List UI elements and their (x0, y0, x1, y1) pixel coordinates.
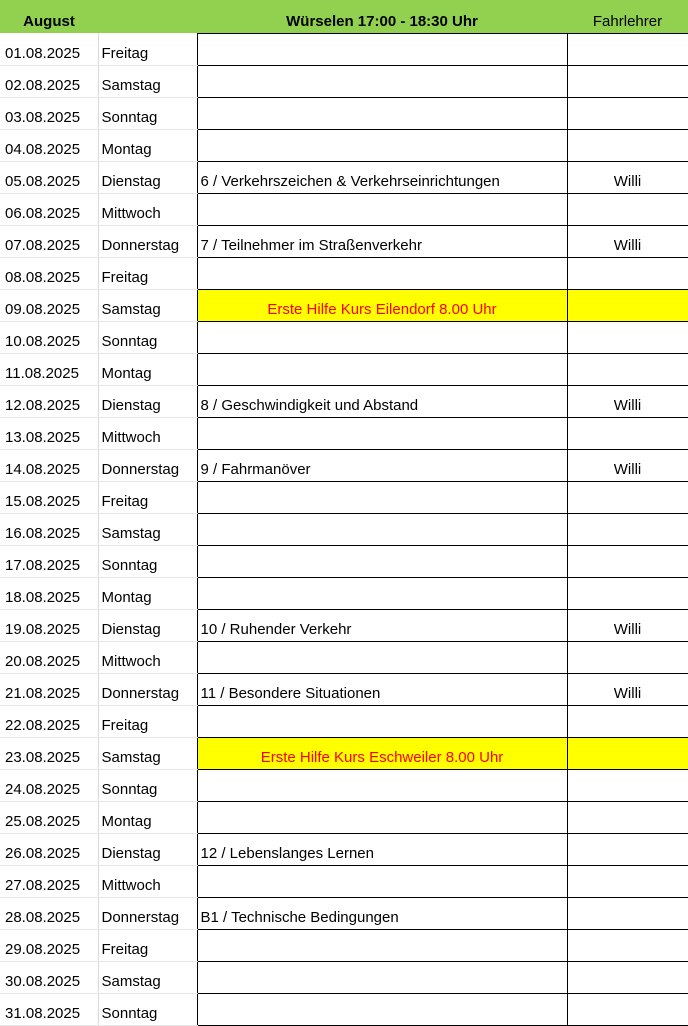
instructor-cell[interactable] (567, 993, 688, 1025)
date-cell[interactable]: 26.08.2025 (0, 833, 98, 865)
weekday-cell[interactable]: Montag (98, 801, 197, 833)
day-heading-empty[interactable] (98, 0, 197, 33)
date-cell[interactable]: 20.08.2025 (0, 641, 98, 673)
lesson-topic-cell[interactable] (197, 33, 567, 65)
location-time-heading[interactable]: Würselen 17:00 - 18:30 Uhr (197, 0, 567, 33)
date-cell[interactable]: 27.08.2025 (0, 865, 98, 897)
lesson-topic-cell[interactable]: 7 / Teilnehmer im Straßenverkehr (197, 225, 567, 257)
schedule-row (0, 385, 688, 417)
lesson-topic-cell[interactable] (197, 641, 567, 673)
lesson-topic-cell[interactable] (197, 801, 567, 833)
schedule-row (0, 321, 688, 353)
weekday-cell[interactable]: Dienstag (98, 161, 197, 193)
schedule-row (0, 33, 688, 65)
schedule-row (0, 97, 688, 129)
schedule-row (0, 641, 688, 673)
weekday-cell[interactable]: Donnerstag (98, 897, 197, 929)
weekday-cell[interactable]: Sonntag (98, 97, 197, 129)
schedule-row (0, 769, 688, 801)
date-cell[interactable]: 06.08.2025 (0, 193, 98, 225)
schedule-row (0, 993, 688, 1025)
lesson-topic-cell[interactable]: 10 / Ruhender Verkehr (197, 609, 567, 641)
date-cell[interactable]: 09.08.2025 (0, 289, 98, 321)
weekday-cell[interactable]: Sonntag (98, 321, 197, 353)
instructor-cell[interactable] (567, 97, 688, 129)
lesson-topic-cell[interactable]: 12 / Lebenslanges Lernen (197, 833, 567, 865)
schedule-row (0, 353, 688, 385)
weekday-cell[interactable]: Montag (98, 353, 197, 385)
date-cell[interactable]: 19.08.2025 (0, 609, 98, 641)
date-cell[interactable]: 15.08.2025 (0, 481, 98, 513)
date-cell[interactable]: 05.08.2025 (0, 161, 98, 193)
date-cell[interactable]: 22.08.2025 (0, 705, 98, 737)
instructor-cell[interactable] (567, 129, 688, 161)
lesson-topic-cell[interactable] (197, 993, 567, 1025)
lesson-topic-cell[interactable] (197, 353, 567, 385)
month-heading[interactable]: August (0, 0, 98, 33)
lesson-topic-cell[interactable]: 9 / Fahrmanöver (197, 449, 567, 481)
weekday-cell[interactable]: Dienstag (98, 385, 197, 417)
schedule-row (0, 897, 688, 929)
weekday-cell[interactable]: Sonntag (98, 993, 197, 1025)
schedule-row (0, 289, 688, 321)
schedule-row (0, 481, 688, 513)
event-cell[interactable]: Erste Hilfe Kurs Eilendorf 8.00 Uhr (197, 289, 567, 321)
weekday-cell[interactable]: Donnerstag (98, 225, 197, 257)
weekday-cell[interactable]: Samstag (98, 65, 197, 97)
lesson-topic-cell[interactable] (197, 193, 567, 225)
date-cell[interactable]: 01.08.2025 (0, 33, 98, 65)
schedule-row (0, 961, 688, 993)
lesson-topic-cell[interactable] (197, 513, 567, 545)
weekday-cell[interactable]: Freitag (98, 33, 197, 65)
header-row (0, 0, 688, 33)
schedule-row (0, 129, 688, 161)
lesson-topic-cell[interactable] (197, 257, 567, 289)
weekday-cell[interactable]: Mittwoch (98, 641, 197, 673)
schedule-row (0, 545, 688, 577)
lesson-topic-cell[interactable]: 11 / Besondere Situationen (197, 673, 567, 705)
lesson-topic-cell[interactable] (197, 97, 567, 129)
date-cell[interactable]: 21.08.2025 (0, 673, 98, 705)
instructor-cell[interactable] (567, 705, 688, 737)
schedule-row (0, 705, 688, 737)
schedule-row (0, 673, 688, 705)
lesson-topic-cell[interactable] (197, 577, 567, 609)
date-cell[interactable]: 25.08.2025 (0, 801, 98, 833)
instructor-heading[interactable]: Fahrlehrer (567, 0, 688, 33)
lesson-topic-cell[interactable] (197, 481, 567, 513)
date-cell[interactable]: 07.08.2025 (0, 225, 98, 257)
instructor-cell[interactable] (567, 961, 688, 993)
lesson-topic-cell[interactable]: B1 / Technische Bedingungen (197, 897, 567, 929)
date-cell[interactable]: 17.08.2025 (0, 545, 98, 577)
weekday-cell[interactable]: Dienstag (98, 609, 197, 641)
date-cell[interactable]: 02.08.2025 (0, 65, 98, 97)
schedule-row (0, 609, 688, 641)
schedule-row (0, 449, 688, 481)
date-cell[interactable]: 16.08.2025 (0, 513, 98, 545)
instructor-cell[interactable] (567, 321, 688, 353)
instructor-cell[interactable] (567, 577, 688, 609)
instructor-cell[interactable] (567, 417, 688, 449)
instructor-cell[interactable]: Willi (567, 385, 688, 417)
schedule-row (0, 833, 688, 865)
date-cell[interactable]: 10.08.2025 (0, 321, 98, 353)
lesson-topic-cell[interactable] (197, 65, 567, 97)
date-cell[interactable]: 18.08.2025 (0, 577, 98, 609)
weekday-cell[interactable]: Sonntag (98, 769, 197, 801)
instructor-cell[interactable] (567, 33, 688, 65)
instructor-cell[interactable] (567, 929, 688, 961)
date-cell[interactable]: 03.08.2025 (0, 97, 98, 129)
weekday-cell[interactable]: Mittwoch (98, 193, 197, 225)
schedule-row (0, 577, 688, 609)
table-header (0, 0, 688, 33)
weekday-cell[interactable]: Samstag (98, 289, 197, 321)
instructor-cell[interactable] (567, 897, 688, 929)
schedule-row (0, 193, 688, 225)
schedule-row (0, 513, 688, 545)
date-cell[interactable]: 23.08.2025 (0, 737, 98, 769)
weekday-cell[interactable]: Freitag (98, 705, 197, 737)
instructor-cell[interactable] (567, 65, 688, 97)
weekday-cell[interactable]: Freitag (98, 481, 197, 513)
instructor-cell[interactable] (567, 801, 688, 833)
schedule-row (0, 225, 688, 257)
instructor-cell[interactable] (567, 513, 688, 545)
instructor-cell[interactable] (567, 289, 688, 321)
date-cell[interactable]: 12.08.2025 (0, 385, 98, 417)
instructor-cell[interactable] (567, 833, 688, 865)
schedule-row (0, 865, 688, 897)
instructor-cell[interactable]: Willi (567, 225, 688, 257)
weekday-cell[interactable]: Samstag (98, 513, 197, 545)
weekday-cell[interactable]: Freitag (98, 257, 197, 289)
date-cell[interactable]: 08.08.2025 (0, 257, 98, 289)
date-cell[interactable]: 28.08.2025 (0, 897, 98, 929)
schedule-row (0, 929, 688, 961)
instructor-cell[interactable] (567, 257, 688, 289)
date-cell[interactable]: 11.08.2025 (0, 353, 98, 385)
lesson-topic-cell[interactable] (197, 705, 567, 737)
schedule-row (0, 257, 688, 289)
instructor-cell[interactable] (567, 737, 688, 769)
weekday-cell[interactable]: Sonntag (98, 545, 197, 577)
weekday-cell[interactable]: Mittwoch (98, 865, 197, 897)
schedule-row (0, 65, 688, 97)
weekday-cell[interactable]: Donnerstag (98, 449, 197, 481)
event-cell[interactable]: Erste Hilfe Kurs Eschweiler 8.00 Uhr (197, 737, 567, 769)
date-cell[interactable]: 24.08.2025 (0, 769, 98, 801)
instructor-cell[interactable] (567, 769, 688, 801)
instructor-cell[interactable] (567, 641, 688, 673)
instructor-cell[interactable] (567, 865, 688, 897)
instructor-cell[interactable]: Willi (567, 673, 688, 705)
instructor-cell[interactable]: Willi (567, 609, 688, 641)
lesson-topic-cell[interactable] (197, 865, 567, 897)
instructor-cell[interactable] (567, 193, 688, 225)
lesson-topic-cell[interactable] (197, 929, 567, 961)
schedule-row (0, 417, 688, 449)
date-cell[interactable]: 13.08.2025 (0, 417, 98, 449)
lesson-topic-cell[interactable]: 8 / Geschwindigkeit und Abstand (197, 385, 567, 417)
lesson-topic-cell[interactable] (197, 545, 567, 577)
date-cell[interactable]: 31.08.2025 (0, 993, 98, 1025)
lesson-topic-cell[interactable] (197, 961, 567, 993)
weekday-cell[interactable]: Dienstag (98, 833, 197, 865)
lesson-topic-cell[interactable]: 6 / Verkehrszeichen & Verkehrseinrichtungen (197, 161, 567, 193)
lesson-topic-cell[interactable] (197, 129, 567, 161)
lesson-topic-cell[interactable] (197, 769, 567, 801)
weekday-cell[interactable]: Samstag (98, 961, 197, 993)
lesson-topic-cell[interactable] (197, 417, 567, 449)
weekday-cell[interactable]: Freitag (98, 929, 197, 961)
schedule-row (0, 161, 688, 193)
date-cell[interactable]: 30.08.2025 (0, 961, 98, 993)
date-cell[interactable]: 29.08.2025 (0, 929, 98, 961)
date-cell[interactable]: 04.08.2025 (0, 129, 98, 161)
instructor-cell[interactable] (567, 545, 688, 577)
instructor-cell[interactable] (567, 353, 688, 385)
weekday-cell[interactable]: Donnerstag (98, 673, 197, 705)
instructor-cell[interactable]: Willi (567, 449, 688, 481)
weekday-cell[interactable]: Montag (98, 577, 197, 609)
instructor-cell[interactable] (567, 481, 688, 513)
schedule-row (0, 801, 688, 833)
schedule-row (0, 737, 688, 769)
weekday-cell[interactable]: Samstag (98, 737, 197, 769)
lesson-topic-cell[interactable] (197, 321, 567, 353)
weekday-cell[interactable]: Montag (98, 129, 197, 161)
weekday-cell[interactable]: Mittwoch (98, 417, 197, 449)
date-cell[interactable]: 14.08.2025 (0, 449, 98, 481)
schedule-body (0, 33, 688, 1025)
instructor-cell[interactable]: Willi (567, 161, 688, 193)
